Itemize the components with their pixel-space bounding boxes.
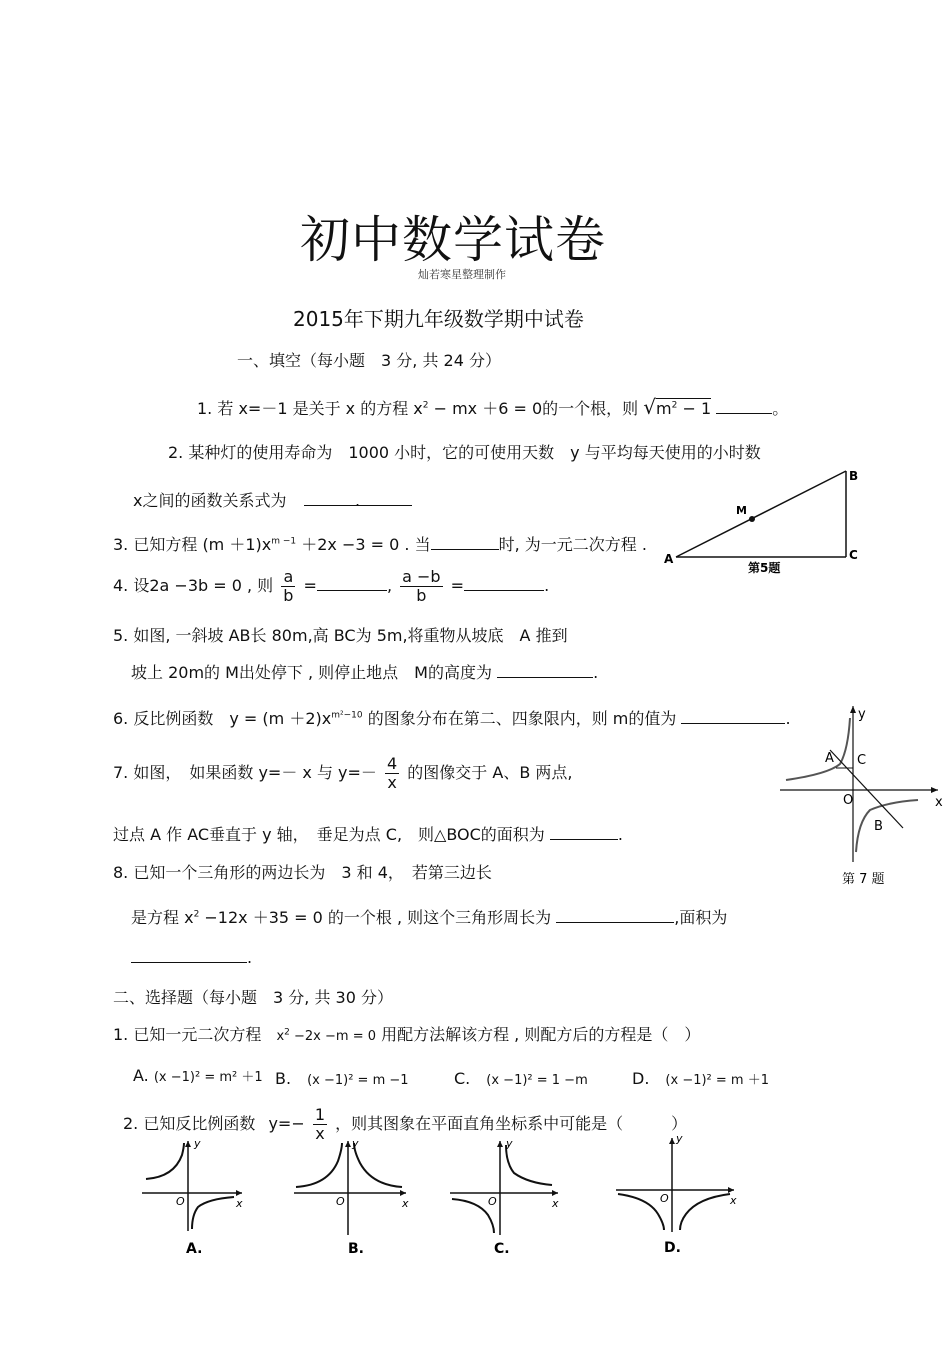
answer-blank — [464, 576, 544, 591]
svg-text:x: x — [402, 1197, 409, 1210]
answer-blank — [131, 948, 247, 963]
question-1-5-cont: 坡上 20m的 M出处停下 , 则停止地点 M的高度为 . — [131, 663, 599, 682]
question-1-5: 5. 如图, 一斜坡 AB长 80m,高 BC为 5m,将重物从坡底 A 推到 — [113, 626, 568, 645]
axis-y-label: y — [858, 707, 866, 722]
option-D[interactable]: D. (x −1)² = m ＋1 — [632, 1069, 769, 1088]
svg-text:A.: A. — [186, 1241, 203, 1257]
question-1-7: 7. 如图， 如果函数 y=－ x 与 y=－ $\frac{4}{x}$ 的图像交于 A、B 两点, — [113, 754, 573, 792]
answer-blank — [681, 709, 785, 724]
answer-blank — [497, 663, 593, 678]
figure-caption: 第 7 题 — [842, 872, 885, 887]
question-1-8-cont2: . — [131, 948, 252, 967]
svg-text:y: y — [194, 1137, 201, 1150]
svg-text:B.: B. — [348, 1241, 364, 1257]
svg-text:y: y — [352, 1137, 359, 1150]
svg-text:x: x — [730, 1194, 737, 1207]
question-1-4: 4. 设2a −3b = 0 , 则 $\frac{a}{b}$ = , $\frac{a -b}{b}$ = . — [113, 567, 550, 605]
answer-blank — [431, 535, 499, 550]
question-1-3: 3. 已知方程 $(m +1)x^{m -1} +2x -3 = 0$ . 当 时, 为一元二次方程 . — [113, 535, 647, 554]
answer-blank: . — [304, 491, 412, 506]
page-title: 初中数学试卷 — [300, 211, 606, 269]
point-A-label: A — [664, 552, 674, 566]
point-A-label: A — [825, 751, 834, 766]
exam-title: 2015年下期九年级数学期中试卷 — [293, 307, 584, 331]
question-2-2: 2. 已知反比例函数 y=− $\frac{1}{x}$ ，则其图象在平面直角坐标系中可能是（ ） — [123, 1105, 688, 1143]
question-1-8-cont: 是方程 $x^2 -12x +35 = 0$ 的一个根 , 则这个三角形周长为 ,面积为 — [131, 908, 728, 927]
graph-option-A[interactable] — [138, 1135, 250, 1260]
question-1-2-cont: x之间的函数关系式为 . — [133, 488, 412, 511]
point-M-label: M — [736, 504, 747, 517]
question-1-7-cont: 过点 A 作 AC垂直于 y 轴， 垂足为点 C, 则△BOC的面积为 . — [113, 825, 623, 844]
figure-5-slope — [660, 465, 865, 580]
section2-heading: 二、选择题（每小题 3 分, 共 30 分） — [113, 988, 393, 1007]
graph-option-D[interactable] — [612, 1128, 742, 1256]
point-B-label: B — [874, 819, 883, 834]
answer-blank — [550, 825, 618, 840]
svg-text:D.: D. — [664, 1240, 681, 1256]
axis-x-label: x — [935, 795, 943, 810]
figure-caption: 第5题 — [748, 561, 781, 575]
section1-heading: 一、填空（每小题 3 分, 共 24 分） — [237, 351, 501, 370]
question-1-6: 6. 反比例函数 $y = (m +2)x^{m^2-10}$ 的图象分布在第二、四象限内，则 m的值为 . — [113, 709, 791, 728]
figure-7-graph — [778, 702, 948, 897]
svg-text:O: O — [336, 1195, 345, 1208]
graph-option-B[interactable] — [290, 1135, 415, 1260]
answer-blank — [716, 399, 772, 414]
question-2-1: 1. 已知一元二次方程 $x^2 -2x -m = 0$ 用配方法解该方程 , 则配方后的方程是（ ） — [113, 1025, 701, 1044]
question-1-1: 1. 若 x=－1 是关于 x 的方程 $x^2$ − mx ＋6 = 0的一个根，则 $√m^2 - 1$ 。 — [197, 395, 789, 419]
svg-text:C.: C. — [494, 1241, 510, 1257]
page-subtitle: 灿若寒星整理制作 — [418, 268, 506, 281]
option-B[interactable]: B. (x −1)² = m −1 — [275, 1069, 409, 1088]
origin-label: O — [843, 793, 854, 808]
svg-text:x: x — [552, 1197, 559, 1210]
point-B-label: B — [849, 469, 859, 483]
svg-text:O: O — [660, 1192, 669, 1205]
svg-text:O: O — [488, 1195, 497, 1208]
point-C-label: C — [857, 753, 867, 768]
question-1-2: 2. 某种灯的使用寿命为 1000 小时，它的可使用天数 y 与平均每天使用的小时数 — [168, 443, 761, 462]
point-C-label: C — [849, 548, 858, 562]
svg-text:y: y — [676, 1132, 683, 1145]
option-A[interactable]: A. (x −1)² = m² ＋1 — [133, 1066, 263, 1085]
svg-text:O: O — [176, 1195, 185, 1208]
svg-text:y: y — [506, 1137, 513, 1150]
answer-blank — [556, 908, 674, 923]
graph-option-C[interactable] — [448, 1135, 566, 1260]
svg-text:x: x — [236, 1197, 243, 1210]
option-C[interactable]: C. (x −1)² = 1 −m — [454, 1069, 588, 1088]
answer-blank — [317, 576, 387, 591]
question-1-8: 8. 已知一个三角形的两边长为 3 和 4， 若第三边长 — [113, 863, 492, 882]
